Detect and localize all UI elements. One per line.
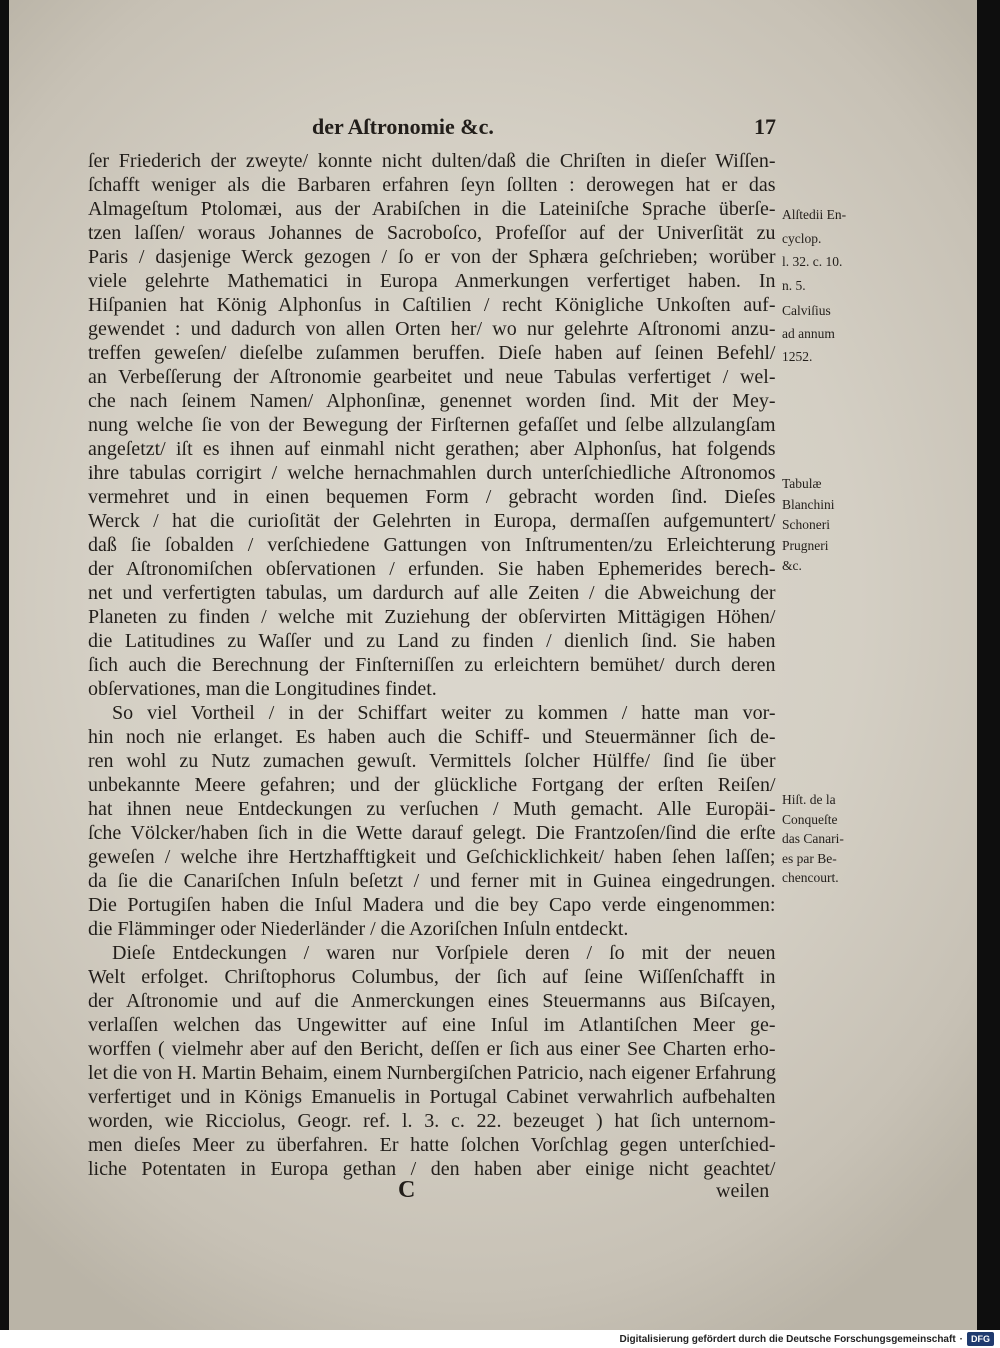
- text-line: [88, 845, 776, 869]
- text-line-content: Welt erfolget. Chriſtophorus Columbus, der ſich auf ſeine Wiſſenſchafft in: [88, 966, 776, 988]
- text-line-content: tzen laſſen/ woraus Johannes de Sacroboſco, Profeſſor auf der Univerſität zu: [88, 222, 776, 244]
- text-line: [88, 413, 776, 437]
- footer-credit: Digitalisierung gefördert durch die Deutsche Forschungsgemeinschaft: [619, 1333, 956, 1345]
- text-line-content: Paris / dasjenige Werck gezogen / ſo er von der Sphæra geſchrieben; worüber: [88, 246, 776, 268]
- text-line-content: let die von H. Martin Behaim, einem Nurnbergiſchen Patricio, nach eigener Erfahrung: [88, 1062, 776, 1084]
- text-line-content: verlaſſen welchen das Ungewitter auf eine Inſul im Atlantiſchen Meer ge-: [88, 1014, 776, 1036]
- text-line: [88, 1133, 776, 1157]
- text-line: [88, 245, 776, 269]
- margin-note-line: Prugneri: [782, 537, 829, 553]
- text-line-paragraph-end: [88, 917, 776, 941]
- footer-separator: ·: [959, 1333, 963, 1345]
- margin-note-alstedius: [782, 203, 846, 297]
- margin-note-histoire: [782, 790, 844, 888]
- text-line-content: angeſetzt/ iſt es ihnen auf einmahl nicht gerathen; aber Alphonſus, hat folgends: [88, 438, 776, 460]
- margin-note-line: Alſtedii En-: [782, 207, 847, 222]
- text-line-content: der Aſtronomiſchen obſervationen / erfunden. Sie haben Ephemerides berech-: [88, 558, 776, 580]
- text-line-content: ſchafft weniger als die Barbaren erfahren ſeyn ſollten : derowegen hat er das: [88, 174, 776, 196]
- text-line: [88, 653, 776, 677]
- text-line-content: ren wohl zu Nutz zumachen gewuſt. Vermittels ſolcher Hülffe/ ſind ſie über: [88, 750, 776, 772]
- text-line-paragraph-start: [112, 701, 776, 725]
- margin-note-line: Blanchini: [782, 496, 835, 512]
- text-line-content: hin noch nie erlanget. Es haben auch die Schiff- und Steuermänner ſich de-: [88, 726, 776, 748]
- text-line-content: worden, wie Ricciolus, Geogr. ref. l. 3. c. 22. bezeuget ) hat ſich unternom-: [88, 1110, 776, 1132]
- text-line-content: ihre tabulas corrigirt / welche hernachmahlen durch unterſchiedliche Aſtronomos: [88, 462, 776, 484]
- catchword: weilen: [716, 1180, 770, 1202]
- text-line: [88, 437, 776, 461]
- text-line: [88, 1037, 776, 1061]
- running-title: der Aſtronomie &c.: [312, 114, 494, 139]
- text-line-content: obſervationes, man die Longitudines findet.: [88, 678, 437, 700]
- text-line: [88, 485, 776, 509]
- text-line-content: Almageſtum Ptolomæi, aus der Arabiſchen in die Lateiniſche Sprache überſe-: [88, 198, 776, 220]
- text-line: [88, 869, 776, 893]
- text-line-content: Hiſpanien hat König Alphonſus in Caſtilien / recht Königliche Unkoſten auf-: [88, 294, 776, 316]
- margin-note-line: n. 5.: [782, 277, 806, 293]
- text-line: [88, 389, 776, 413]
- text-line-content: unbekannte Meere gefahren; und der glückliche Fortgang der erſten Reiſen/: [88, 774, 776, 796]
- text-line-content: die Latitudines zu Waſſer und zu Land zu finden / dienlich ſind. Sie haben: [88, 630, 776, 652]
- text-line: [88, 557, 776, 581]
- text-line: [88, 989, 776, 1013]
- text-line-content: verfertiget und in Königs Emanuelis in Portugal Cabinet verwahrlich aufbehalten: [88, 1086, 776, 1108]
- margin-note-line: Schoneri: [782, 517, 830, 532]
- text-line: [88, 533, 776, 557]
- text-line-content: ſich auch die Berechnung der Finſterniſſen zu erleichtern bemühet/ durch deren: [88, 654, 776, 676]
- text-line: [88, 893, 776, 917]
- text-line-content: viele gelehrte Mathematici in Europa Anmerkungen verfertiget haben. In: [88, 270, 776, 292]
- signature-mark: C: [398, 1177, 416, 1203]
- margin-note-line: &c.: [782, 558, 802, 573]
- margin-note-line: es par Be-: [782, 850, 837, 866]
- digitization-footer: [619, 1332, 994, 1346]
- margin-note-line: ad annum: [782, 326, 835, 341]
- text-line-content: geweſen / welche ihre Hertzhafftigkeit und Geſchicklichkeit/ haben ſehen laſſen;: [88, 846, 776, 868]
- text-line: [88, 461, 776, 485]
- text-line: [88, 509, 776, 533]
- text-line-content: net und verfertigten tabulas, um dardurch auf alle Zeiten / die Abweichung der: [88, 582, 776, 604]
- text-line: [88, 293, 776, 317]
- margin-note-line: Hiſt. de la: [782, 792, 836, 807]
- text-line: [88, 773, 776, 797]
- text-line: [88, 581, 776, 605]
- text-line: [88, 365, 776, 389]
- text-line-content: hat ihnen neue Entdeckungen zu verſuchen / Muth gemacht. Alle Europäi-: [88, 798, 776, 820]
- text-line: [88, 749, 776, 773]
- text-line-content: worffen ( vielmehr aber auf den Bericht, deſſen er ſich aus einer See Charten erho-: [88, 1038, 776, 1060]
- text-line: [88, 317, 776, 341]
- text-line-content: Werck / hat die curioſität der Gelehrten in Europa, dermaſſen aufgemuntert/: [88, 510, 776, 532]
- margin-note-line: Tabulæ: [782, 476, 822, 491]
- margin-note-line: Conqueſte: [782, 811, 838, 827]
- margin-note-line: cyclop.: [782, 230, 822, 246]
- text-line-content: Dieſe Entdeckungen / waren nur Vorſpiele deren / ſo mit der neuen: [112, 942, 776, 964]
- text-line-content: gewendet : und dadurch von allen Orten her/ wo nur gelehrte Aſtronomi anzu-: [88, 318, 776, 340]
- text-line-content: da ſie die Canariſchen Inſuln beſetzt / und ferner mit in Guinea eingedrungen.: [88, 870, 776, 892]
- text-line-content: an Verbeſſerung der Aſtronomie gearbeitet und neue Tabulas verfertiget / wel-: [88, 366, 776, 388]
- text-line: [88, 821, 776, 845]
- margin-note-line: Calviſius: [782, 303, 831, 318]
- text-line-content: Die Portugiſen haben die Inſul Madera und die bey Capo verde eingenommen:: [88, 894, 776, 916]
- text-line: [88, 149, 776, 173]
- page-number: 17: [754, 114, 776, 139]
- text-line-content: Planeten zu finden / welche mit Zuziehung der obſervirten Mittägigen Höhen/: [88, 606, 776, 628]
- text-line: [88, 1061, 776, 1085]
- text-line-content: nung welche ſie von der Bewegung der Firſternen gefaſſet und ſelbe allzulangſam: [88, 414, 776, 436]
- text-line: [88, 1013, 776, 1037]
- text-line-content: liche Potentaten in Europa gethan / den haben aber einige nicht geachtet/: [88, 1158, 776, 1180]
- text-line: [88, 629, 776, 653]
- text-line: [88, 725, 776, 749]
- margin-note-line: l. 32. c. 10.: [782, 254, 843, 269]
- text-line-content: treffen geweſen/ dieſelbe zuſammen beruffen. Dieſe haben auf ſeinen Befehl/: [88, 342, 776, 364]
- text-line: [88, 173, 776, 197]
- text-line-paragraph-start: [112, 941, 776, 965]
- text-line-paragraph-end: [88, 677, 776, 701]
- margin-note-line: chencourt.: [782, 870, 839, 885]
- margin-note-calvisius: [782, 299, 835, 368]
- main-text-block: [88, 149, 776, 1181]
- text-line: [88, 1085, 776, 1109]
- text-line-content: men dieſes Meer zu überfahren. Er hatte ſolchen Vorſchlag gegen unterſchied-: [88, 1134, 776, 1156]
- text-line: [88, 605, 776, 629]
- margin-note-line: das Canari-: [782, 831, 844, 846]
- text-line: [88, 1157, 776, 1181]
- text-line-content: che nach ſeinem Namen/ Alphonſinæ, genennet worden ſind. Mit der Mey-: [88, 390, 776, 412]
- text-line: [88, 197, 776, 221]
- text-line: [88, 341, 776, 365]
- text-line: [88, 797, 776, 821]
- text-line-content: daß ſie ſobalden / verſchiedene Gattungen von Inſtrumenten/zu Erleichterung: [88, 534, 776, 556]
- text-line: [88, 221, 776, 245]
- text-line-content: vermehret und in einen bequemen Form / gebracht worden ſind. Dieſes: [88, 486, 776, 508]
- margin-note-line: 1252.: [782, 349, 813, 364]
- margin-note-tabulae: [782, 474, 835, 577]
- text-line: [88, 965, 776, 989]
- text-line: [88, 1109, 776, 1133]
- text-line-content: ſer Friederich der zweyte/ konnte nicht dulten/daß die Chriſten in dieſer Wiſſen-: [88, 150, 776, 172]
- dfg-logo-icon: DFG: [967, 1332, 994, 1346]
- text-line: [88, 269, 776, 293]
- text-line-content: ſche Völcker/haben ſich in die Wette darauf gelegt. Die Frantzoſen/ſind die erſte: [88, 822, 776, 844]
- text-line-content: die Flämminger oder Niederländer / die Azoriſchen Inſuln entdeckt.: [88, 918, 629, 940]
- text-line-content: der Aſtronomie und auf die Anmerckungen eines Steuermanns aus Biſcayen,: [88, 990, 776, 1012]
- text-line-content: So viel Vortheil / in der Schiffart weiter zu kommen / hatte man vor-: [112, 702, 776, 724]
